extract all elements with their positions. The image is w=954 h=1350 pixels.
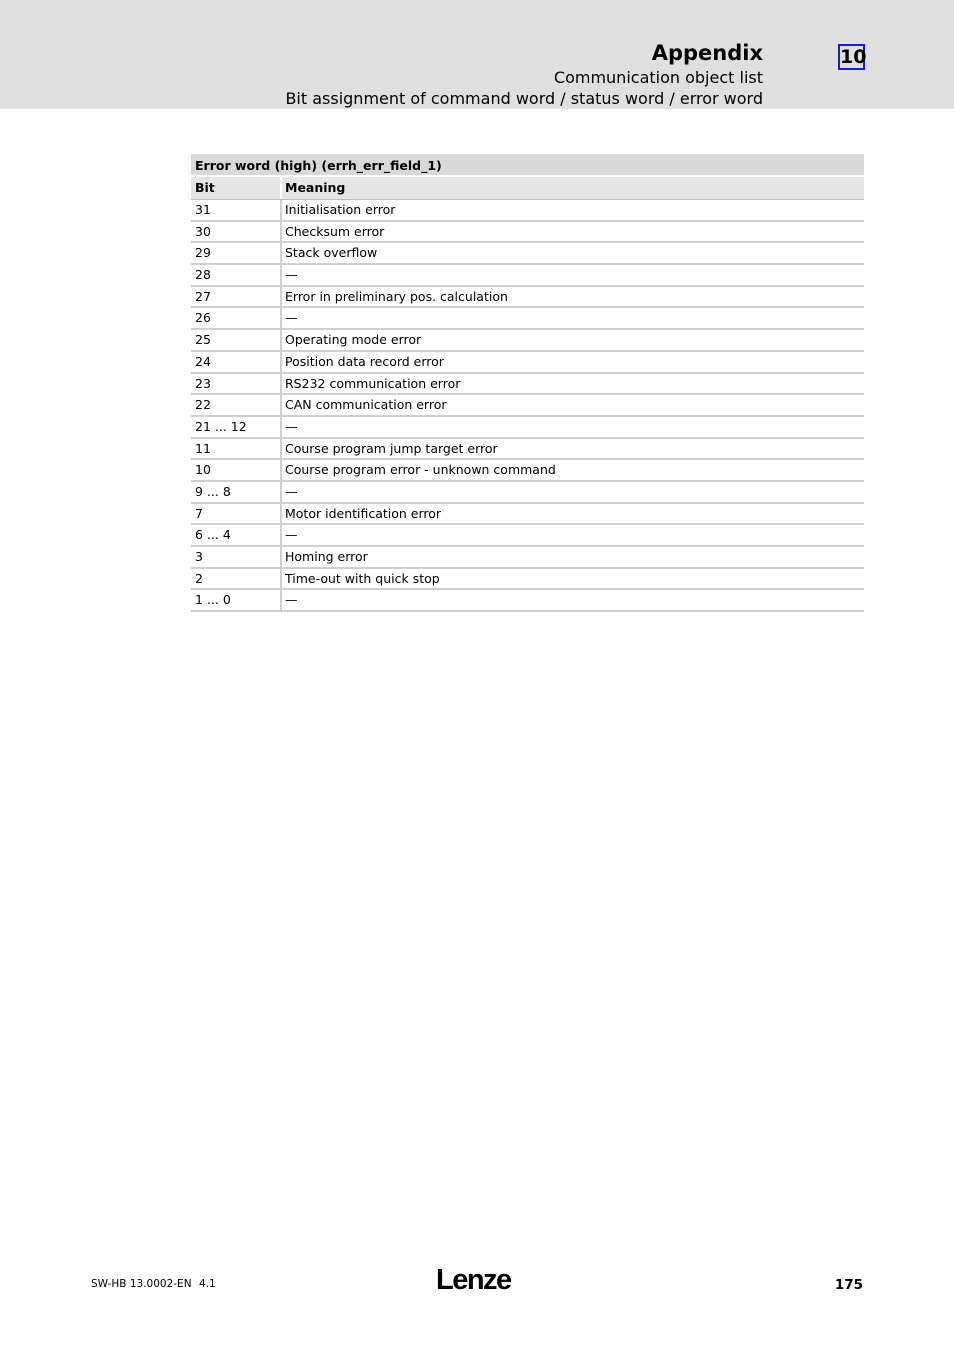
- table-row: [191, 504, 864, 526]
- table-body: [191, 200, 864, 612]
- table-row: [191, 417, 864, 439]
- meaning-cell: —: [285, 483, 298, 499]
- meaning-cell: Error in preliminary pos. calculation: [285, 288, 508, 304]
- bit-cell: 24: [191, 352, 282, 372]
- bit-cell: 23: [191, 374, 282, 394]
- bit-cell: 28: [191, 265, 282, 285]
- bit-cell: 3: [191, 547, 282, 567]
- meaning-cell: Stack overflow: [285, 245, 378, 261]
- table-row: [191, 374, 864, 396]
- table-caption: Error word (high) (errh_err_field_1): [191, 154, 864, 177]
- meaning-cell: Operating mode error: [285, 332, 422, 348]
- bit-cell: 2: [191, 569, 282, 589]
- bit-cell: 27: [191, 287, 282, 307]
- document-version: 4.1: [199, 1278, 216, 1290]
- table-row: [191, 482, 864, 504]
- meaning-cell: —: [285, 527, 298, 543]
- bit-cell: 7: [191, 504, 282, 524]
- bit-cell: 26: [191, 308, 282, 328]
- bit-cell: 30: [191, 222, 282, 242]
- meaning-cell: RS232 communication error: [285, 375, 461, 391]
- document-id: SW-HB 13.0002-EN: [91, 1278, 192, 1290]
- meaning-cell: Time-out with quick stop: [285, 570, 440, 586]
- table-row: [191, 525, 864, 547]
- chapter-number-link[interactable]: 10: [840, 46, 867, 68]
- meaning-cell: —: [285, 267, 298, 283]
- meaning-cell: —: [285, 418, 298, 434]
- table-row: [191, 569, 864, 591]
- meaning-cell: Course program error - unknown command: [285, 462, 556, 478]
- meaning-cell: Initialisation error: [285, 202, 396, 217]
- table-row: [191, 243, 864, 265]
- table-row: [191, 460, 864, 482]
- subsection-subtitle: Bit assignment of command word / status word / error word: [285, 89, 763, 108]
- meaning-cell: Motor identification error: [285, 505, 442, 521]
- column-header-bit: Bit: [191, 177, 282, 199]
- table-row: [191, 200, 864, 222]
- bit-cell: 29: [191, 243, 282, 263]
- section-subtitle: Communication object list: [553, 68, 763, 87]
- table-header-row: [191, 177, 864, 200]
- table-row: [191, 395, 864, 417]
- table-row: [191, 287, 864, 309]
- error-word-table: [191, 154, 864, 612]
- bit-cell: 11: [191, 439, 282, 459]
- logo-wordmark: Lenze: [436, 1264, 511, 1293]
- bit-cell: 21 ... 12: [191, 417, 282, 437]
- meaning-cell: Position data record error: [285, 353, 444, 369]
- meaning-cell: CAN communication error: [285, 397, 447, 413]
- bit-cell: 9 ... 8: [191, 482, 282, 502]
- table-row: [191, 547, 864, 569]
- meaning-cell: —: [285, 310, 298, 326]
- lenze-logo: [436, 1263, 516, 1297]
- meaning-cell: Course program jump target error: [285, 440, 498, 456]
- bit-cell: 31: [191, 200, 282, 220]
- column-header-meaning: Meaning: [285, 180, 346, 195]
- table-row: [191, 308, 864, 330]
- bit-cell: 6 ... 4: [191, 525, 282, 545]
- meaning-cell: —: [285, 592, 298, 608]
- bit-cell: 22: [191, 395, 282, 415]
- table-row: [191, 590, 864, 612]
- table-row: [191, 352, 864, 374]
- bit-cell: 25: [191, 330, 282, 350]
- meaning-cell: Homing error: [285, 549, 368, 564]
- page-number: 175: [834, 1277, 863, 1293]
- table-row: [191, 222, 864, 244]
- table-row: [191, 265, 864, 287]
- bit-cell: 1 ... 0: [191, 590, 282, 610]
- table-row: [191, 439, 864, 461]
- page-title: Appendix: [651, 41, 763, 65]
- bit-cell: 10: [191, 460, 282, 480]
- table-row: [191, 330, 864, 352]
- meaning-cell: Checksum error: [285, 223, 385, 239]
